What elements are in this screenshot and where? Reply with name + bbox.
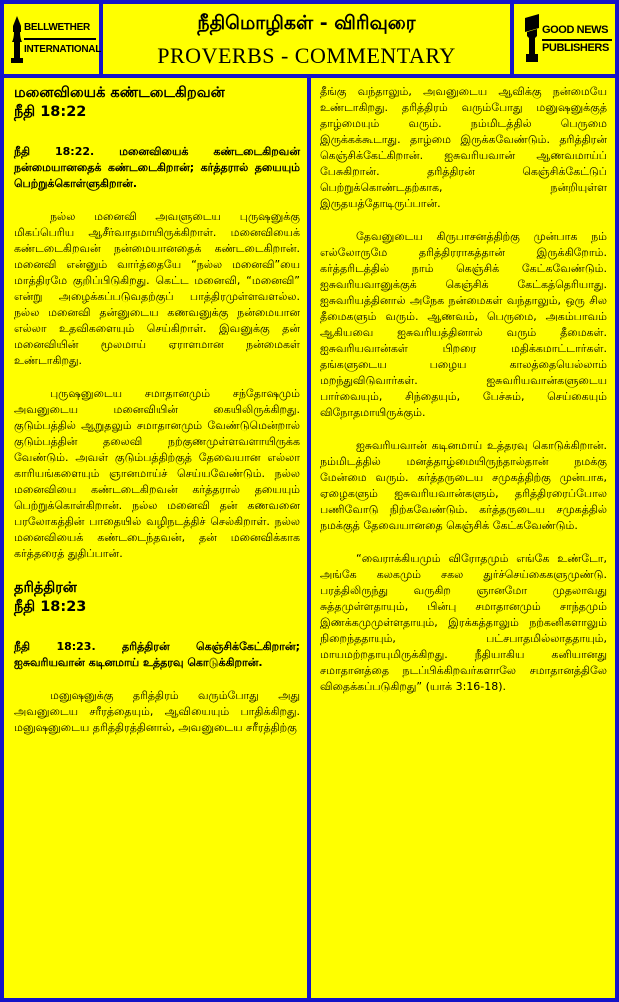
bell-tower-icon	[10, 16, 24, 64]
header-title-box	[103, 4, 510, 74]
title-english: PROVERBS - COMMENTARY	[157, 43, 456, 68]
paragraph: ஐசுவரியவான் கடினமாய் உத்தரவு கொடுக்கிறான். நம்மிடத்தில் மனத்தாழ்மையிருந்தால்தான் நமக்கு மேன்மை வரும். கர்த்தருடைய சமுகத்திற்கு முன்பாக, ஏழைகளும் ஐசுவரியவான்களும், தரித்திரரைப்போல பணிவோடு நிற்கவேண்டும். கர்த்தருடைய சமுகத்தில் நமக்குத் தேவையானதை கெஞ்சிக் கேட்கவேண்டும்.	[320, 439, 607, 532]
verse-text: நீதி 18:22. மனைவியைக் கண்டடைகிறவன் நன்மையானதைக் கண்டடைகிறான்; கர்த்தரால் தயையும் பெற்றுக்கொள்ளுகிறான்.	[14, 145, 300, 190]
logo-line-1: GOOD NEWS	[542, 24, 609, 36]
paragraph: மனுஷனுக்கு தரித்திரம் வரும்போது அது அவனுடைய சரீரத்தையும், ஆவியையும் பாதிக்கிறது. மனுஷனுடைய தரித்திரத்தினால், அவனுடைய சரீரத்திற்கு	[14, 689, 300, 734]
hand-with-book-icon	[522, 14, 542, 64]
section-reference: நீதி 18:22	[14, 104, 87, 120]
paragraph: “வைராக்கியமும் விரோதமும் எங்கே உண்டோ, அங்கே கலகமும் சகல துர்ச்செய்கைகளுமுண்டு. பரத்திலிருந்து வருகிற ஞானமோ முதலாவது சுத்தமுள்ளதாயும், பின்பு சமாதானமும் சாந்தமும் இணக்கமுமுள்ளதாயும், இரக்கத்தாலும் நற்கனிகளாலும் நிறைந்ததாயும், பட்சபாதமில்லாததாயும், மாயமற்றதாயுமிருக்கிறது. நீதியாகிய கனியானது சமாதானத்தை நடப்பிக்கிறவர்களாலே சமாதானத்திலே விதைக்கப்படுகிறது” (யாக் 3:16-18).	[320, 552, 607, 693]
good-news-logo	[522, 14, 612, 66]
paragraph: தீங்கு வந்தாலும், அவனுடைய ஆவிக்கு நன்மையே உண்டாகிறது. தரித்திரம் வரும்போது மனுஷனுக்குத் தாழ்மையும் வரும். நம்மிடத்தில் பெருமை இருக்கக்கூடாது. தாழ்மை இருக்கவேண்டும். தரித்திரன் கெஞ்சிக்கேட்கிறான். ஐசுவரியவான் ஆணவமாய்ப் பேசுகிறான். தரித்திரன் கெஞ்சிக்கேட்டுப் பெற்றுக்கொண்டதற்காக, நன்றியுள்ள இருதயத்தோடிருப்பான்.	[320, 85, 607, 210]
publisher-logo-left	[4, 4, 102, 74]
logo-line-2: PUBLISHERS	[542, 42, 609, 54]
section-reference: நீதி 18:23	[14, 599, 87, 615]
logo-line-1: BELLWETHER	[24, 22, 90, 33]
verse-text: நீதி 18:23. தரித்திரன் கெஞ்சிக்கேட்கிறான்; ஐசுவரியவான் கடினமாய் உத்தரவு கொடுக்கிறான்.	[14, 640, 300, 669]
bellwether-logo	[10, 16, 102, 66]
logo-line-2: INTERNATIONAL	[24, 44, 102, 55]
section-title: மனைவியைக் கண்டடைகிறவன்	[14, 85, 225, 101]
left-column	[4, 78, 307, 998]
publisher-logo-right	[514, 4, 615, 74]
logo-divider	[542, 39, 612, 41]
paragraph: புருஷனுடைய சமாதானமும் சந்தோஷமும் அவனுடைய மனைவியின் கையிலிருக்கிறது. குடும்பத்தில் ஆறுதலும் சமாதானமும் வேண்டுமென்றால் குடும்பத்தின் தலைவி நற்குணமுள்ளவளாயிருக்க வேண்டும். அவள் குடும்பத்திற்குத் தேவையான எல்லா காரியங்களையும் ஞானமாய்ச் செய்யவேண்டும். நல்ல மனைவியை கண்டடைகிறவன் கர்த்தரால் தயையும் பெற்றுக்கொள்கிறான். நல்ல மனைவி தன் கணவனை பரலோகத்தின் பாதையில் வழிநடத்திச் செல்கிறாள். நல்ல மனைவியைக் கண்டடைந்தவன், தன் மனைவிக்காக கர்த்தரைத் துதிப்பான்.	[14, 387, 300, 560]
logo-divider	[24, 38, 96, 40]
paragraph: தேவனுடைய கிருபாசனத்திற்கு முன்பாக நம் எல்லோருமே தரித்திரராகத்தான் இருக்கிறோம். கர்த்தரிடத்தில் நாம் கெஞ்சிக் கேட்கவேண்டும். ஐசுவரியவானுக்குக் கெஞ்சிக் கேட்கத்தெரியாது. ஐசுவரியத்தினால் அநேக நன்மைகள் வந்தாலும், ஒரு சில தீமைகளும் வரும். ஆணவம், பெருமை, அகம்பாவம் ஆகியவை ஐசுவரியத்தினால் வரும் தீமைகள். ஐசுவரியவான்கள் பிறரை மதிக்கமாட்டார்கள். தங்களுடைய பழைய காலத்தையெல்லாம் மறந்துவிடுவார்கள். ஐசுவரியவான்களுடைய பார்வையும், சிந்தையும், பேச்சும், செய்கையும் விநோதமாயிருக்கும்.	[320, 230, 607, 419]
right-column	[311, 78, 615, 998]
title-tamil: நீதிமொழிகள் - விரிவுரை	[197, 12, 416, 34]
paragraph: நல்ல மனைவி அவளுடைய புருஷனுக்கு மிகப்பெரிய ஆசீர்வாதமாயிருக்கிறாள். மனைவியைக் கண்டடைகிறவன் நன்மையானதைக் கண்டடைகிறான். மனைவி என்னும் வார்த்தையே “நல்ல மனைவி”யை மாத்திரமே குறிப்பிடுகிறது. கெட்ட மனைவி, “மனைவி” என்று அழைக்கப்படுவதற்குப் பாத்திரமுள்ளவளல்ல. நல்ல மனைவி தன்னுடைய கணவனுக்கு நன்மையான எல்லா உதவிகளையும் செய்கிறாள். இவனுக்கு தன் மனைவியின் மூலமாய் ஏராளமான நன்மைகள் உண்டாகிறது.	[14, 210, 300, 367]
section-title: தரித்திரன்	[14, 580, 77, 596]
